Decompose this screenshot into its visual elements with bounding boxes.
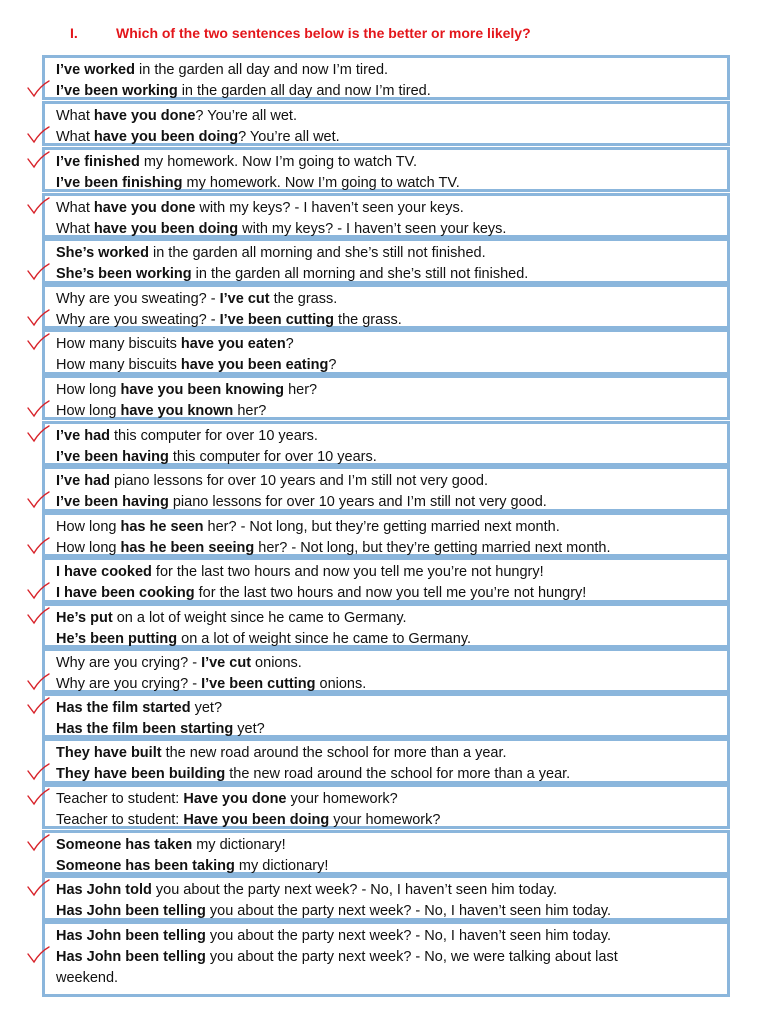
verb-phrase: They have been building: [56, 766, 226, 782]
verb-phrase: have you done: [93, 200, 196, 216]
sentence-text: ?: [328, 357, 337, 373]
sentence-text: piano lessons for over 10 years and I’m still not very good.: [168, 494, 547, 510]
sentence-text: my homework. Now I’m going to watch TV.: [139, 154, 418, 170]
sentence-text: her?: [284, 382, 318, 398]
sentence-option-1[interactable]: [56, 471, 488, 491]
sentence-option-2[interactable]: [56, 81, 431, 101]
sentence-option-1[interactable]: [56, 789, 398, 809]
sentence-option-2[interactable]: [56, 901, 611, 921]
sentence-text: with my keys? - I haven’t seen your keys.: [195, 200, 464, 216]
verb-phrase: I’ve been having: [56, 449, 169, 465]
verb-phrase: Someone has been taking: [56, 858, 235, 874]
check-mark-icon: [26, 197, 50, 215]
verb-phrase: Has John told: [56, 882, 152, 898]
sentence-text: How long: [56, 519, 121, 535]
sentence-text: my dictionary!: [192, 837, 286, 853]
sentence-pair-3: [42, 147, 730, 192]
sentence-text: How long: [56, 403, 121, 419]
sentence-text: onions.: [251, 655, 302, 671]
sentence-option-1[interactable]: [56, 334, 294, 354]
verb-phrase: have you been doing: [93, 221, 239, 237]
sentence-pair-9: [42, 421, 730, 466]
verb-phrase: He’s been putting: [56, 631, 178, 647]
sentence-option-2[interactable]: [56, 355, 336, 375]
sentence-option-2[interactable]: [56, 583, 586, 603]
sentence-option-1[interactable]: [56, 562, 544, 582]
sentence-text: in the garden all day and now I’m tired.: [177, 83, 431, 99]
sentence-pair-11: [42, 512, 730, 557]
verb-phrase: He’s put: [56, 610, 113, 626]
check-mark-icon: [26, 425, 50, 443]
sentence-text: onions.: [315, 676, 367, 692]
check-mark-icon: [26, 400, 50, 418]
verb-phrase: I’ve been working: [56, 83, 178, 99]
sentence-text: this computer for over 10 years.: [110, 428, 318, 444]
sentence-text: in the garden all morning and she’s still not finished.: [148, 245, 486, 261]
sentence-text: the grass.: [269, 291, 338, 307]
verb-phrase: have you been knowing: [120, 382, 285, 398]
sentence-text: Why are you sweating? -: [56, 291, 220, 307]
verb-phrase: have you known: [120, 403, 234, 419]
sentence-text: piano lessons for over 10 years and I’m still not very good.: [110, 473, 488, 489]
sentence-option-2[interactable]: [56, 127, 340, 147]
sentence-text: What: [56, 108, 94, 124]
check-mark-icon: [26, 491, 50, 509]
sentence-option-1[interactable]: [56, 743, 507, 763]
verb-phrase: I’ve been cutting: [201, 676, 316, 692]
verb-phrase: have you been doing: [93, 129, 239, 145]
sentence-text: the grass.: [334, 312, 402, 328]
verb-phrase: Has the film been starting: [56, 721, 234, 737]
sentence-text: you about the party next week? - No, I haven’t seen him today.: [151, 882, 558, 898]
exercise-instruction: Which of the two sentences below is the better or more likely?: [116, 25, 531, 41]
sentence-pair-18: [42, 830, 730, 875]
check-mark-icon: [26, 80, 50, 98]
sentence-text: Teacher to student:: [56, 791, 184, 807]
sentence-pair-12: [42, 557, 730, 603]
sentence-text: you about the party next week? - No, I haven’t seen him today.: [205, 928, 612, 944]
sentence-option-2[interactable]: [56, 538, 611, 558]
check-mark-icon: [26, 537, 50, 555]
sentence-text: your homework?: [286, 791, 398, 807]
sentence-option-2[interactable]: [56, 674, 366, 694]
verb-phrase: I’ve been finishing: [56, 175, 183, 191]
sentence-option-1[interactable]: [56, 60, 388, 80]
sentence-option-1[interactable]: [56, 426, 318, 446]
sentence-text: yet?: [190, 700, 223, 716]
sentence-text: Why are you crying? -: [56, 676, 202, 692]
check-mark-icon: [26, 946, 50, 964]
verb-phrase: She’s worked: [56, 245, 149, 261]
check-mark-icon: [26, 879, 50, 897]
check-mark-icon: [26, 333, 50, 351]
sentence-option-1[interactable]: [56, 243, 486, 263]
sentence-text: How many biscuits: [56, 336, 181, 352]
sentence-text: her?: [233, 403, 267, 419]
sentence-option-2[interactable]: [56, 173, 460, 193]
sentence-text: What: [56, 200, 94, 216]
sentence-text: ? You’re all wet.: [195, 108, 297, 124]
sentence-option-3[interactable]: [56, 968, 118, 988]
sentence-text: her? - Not long, but they’re getting married next month.: [254, 540, 611, 556]
sentence-text: How long: [56, 540, 121, 556]
sentence-pair-14: [42, 648, 730, 693]
exercise-number: I.: [70, 25, 78, 41]
sentence-option-1[interactable]: [56, 517, 560, 537]
sentence-option-1[interactable]: [56, 380, 317, 400]
sentence-option-2[interactable]: [56, 856, 328, 876]
verb-phrase: I’ve worked: [56, 62, 135, 78]
sentence-option-2[interactable]: [56, 264, 528, 284]
sentence-text: in the garden all day and now I’m tired.: [134, 62, 389, 78]
sentence-pair-13: [42, 603, 730, 648]
verb-phrase: I’ve cut: [201, 655, 252, 671]
sentence-option-1[interactable]: [56, 926, 611, 946]
verb-phrase: Someone has taken: [56, 837, 193, 853]
sentence-text: this computer for over 10 years.: [168, 449, 377, 465]
sentence-option-2[interactable]: [56, 629, 471, 649]
sentence-text: How many biscuits: [56, 357, 181, 373]
sentence-text: the new road around the school for more than a year.: [161, 745, 507, 761]
sentence-text: you about the party next week? - No, we were talking about last: [205, 949, 618, 965]
sentence-text: in the garden all morning and she’s still not finished.: [191, 266, 529, 282]
check-mark-icon: [26, 834, 50, 852]
check-mark-icon: [26, 697, 50, 715]
check-mark-icon: [26, 309, 50, 327]
sentence-text: What: [56, 129, 94, 145]
verb-phrase: Has the film started: [56, 700, 191, 716]
verb-phrase: Has John been telling: [56, 949, 206, 965]
sentence-option-2[interactable]: [56, 219, 506, 239]
sentence-pair-8: [42, 375, 730, 420]
sentence-text: for the last two hours and now you tell me you’re not hungry!: [194, 585, 587, 601]
sentence-text: weekend.: [56, 970, 119, 986]
verb-phrase: Have you been doing: [183, 812, 330, 828]
sentence-pair-16: [42, 738, 730, 784]
sentence-text: her? - Not long, but they’re getting married next month.: [203, 519, 560, 535]
verb-phrase: has he been seeing: [120, 540, 255, 556]
check-mark-icon: [26, 582, 50, 600]
sentence-text: Teacher to student:: [56, 812, 184, 828]
sentence-option-1[interactable]: [56, 653, 302, 673]
verb-phrase: I’ve been cutting: [219, 312, 335, 328]
verb-phrase: I have cooked: [56, 564, 152, 580]
verb-phrase: She’s been working: [56, 266, 192, 282]
sentence-pair-17: [42, 784, 730, 829]
check-mark-icon: [26, 763, 50, 781]
sentence-option-1[interactable]: [56, 608, 407, 628]
check-mark-icon: [26, 151, 50, 169]
sentence-option-1[interactable]: [56, 198, 464, 218]
check-mark-icon: [26, 607, 50, 625]
sentence-pair-15: [42, 693, 730, 738]
sentence-pair-5: [42, 238, 730, 284]
sentence-pair-6: [42, 284, 730, 329]
sentence-option-1[interactable]: [56, 835, 286, 855]
sentence-text: for the last two hours and now you tell me you’re not hungry!: [151, 564, 544, 580]
verb-phrase: I have been cooking: [56, 585, 195, 601]
sentence-text: Why are you crying? -: [56, 655, 202, 671]
check-mark-icon: [26, 673, 50, 691]
sentence-option-2[interactable]: [56, 947, 618, 967]
sentence-text: ? You’re all wet.: [238, 129, 340, 145]
check-mark-icon: [26, 788, 50, 806]
sentence-pair-10: [42, 466, 730, 512]
check-mark-icon: [26, 263, 50, 281]
verb-phrase: I’ve had: [56, 473, 110, 489]
sentence-option-2[interactable]: [56, 492, 547, 512]
sentence-pair-19: [42, 875, 730, 921]
sentence-option-2[interactable]: [56, 310, 402, 330]
verb-phrase: I’ve had: [56, 428, 110, 444]
sentence-text: What: [56, 221, 94, 237]
verb-phrase: have you eaten: [180, 336, 286, 352]
sentence-option-2[interactable]: [56, 764, 570, 784]
verb-phrase: have you been eating: [180, 357, 329, 373]
sentence-text: with my keys? - I haven’t seen your keys.: [238, 221, 507, 237]
verb-phrase: I’ve finished: [56, 154, 140, 170]
sentence-text: my dictionary!: [234, 858, 329, 874]
verb-phrase: I’ve cut: [219, 291, 270, 307]
verb-phrase: They have built: [56, 745, 162, 761]
sentence-pair-4: [42, 193, 730, 238]
sentence-text: the new road around the school for more than a year.: [225, 766, 571, 782]
verb-phrase: I’ve been having: [56, 494, 169, 510]
verb-phrase: Has John been telling: [56, 928, 206, 944]
sentence-text: on a lot of weight since he came to Germany.: [177, 631, 472, 647]
sentence-pair-2: [42, 101, 730, 146]
sentence-text: yet?: [233, 721, 265, 737]
sentence-pair-7: [42, 329, 730, 375]
verb-phrase: Have you done: [183, 791, 287, 807]
sentence-option-1[interactable]: [56, 289, 337, 309]
sentence-option-1[interactable]: [56, 698, 222, 718]
sentence-text: on a lot of weight since he came to Germany.: [112, 610, 407, 626]
verb-phrase: has he seen: [120, 519, 204, 535]
exercise-title: [70, 25, 531, 47]
sentence-text: your homework?: [329, 812, 441, 828]
sentence-option-1[interactable]: [56, 152, 417, 172]
sentence-text: ?: [285, 336, 294, 352]
sentence-pair-1: [42, 55, 730, 100]
sentence-pair-20: [42, 921, 730, 997]
sentence-option-2[interactable]: [56, 447, 377, 467]
sentence-option-2[interactable]: [56, 719, 265, 739]
check-mark-icon: [26, 126, 50, 144]
sentence-text: Why are you sweating? -: [56, 312, 220, 328]
sentence-list: [42, 55, 730, 997]
sentence-option-1[interactable]: [56, 106, 297, 126]
sentence-text: you about the party next week? - No, I haven’t seen him today.: [205, 903, 612, 919]
sentence-option-2[interactable]: [56, 401, 266, 421]
sentence-option-1[interactable]: [56, 880, 557, 900]
sentence-option-2[interactable]: [56, 810, 440, 830]
verb-phrase: Has John been telling: [56, 903, 206, 919]
sentence-text: How long: [56, 382, 121, 398]
verb-phrase: have you done: [93, 108, 196, 124]
sentence-text: my homework. Now I’m going to watch TV.: [182, 175, 460, 191]
